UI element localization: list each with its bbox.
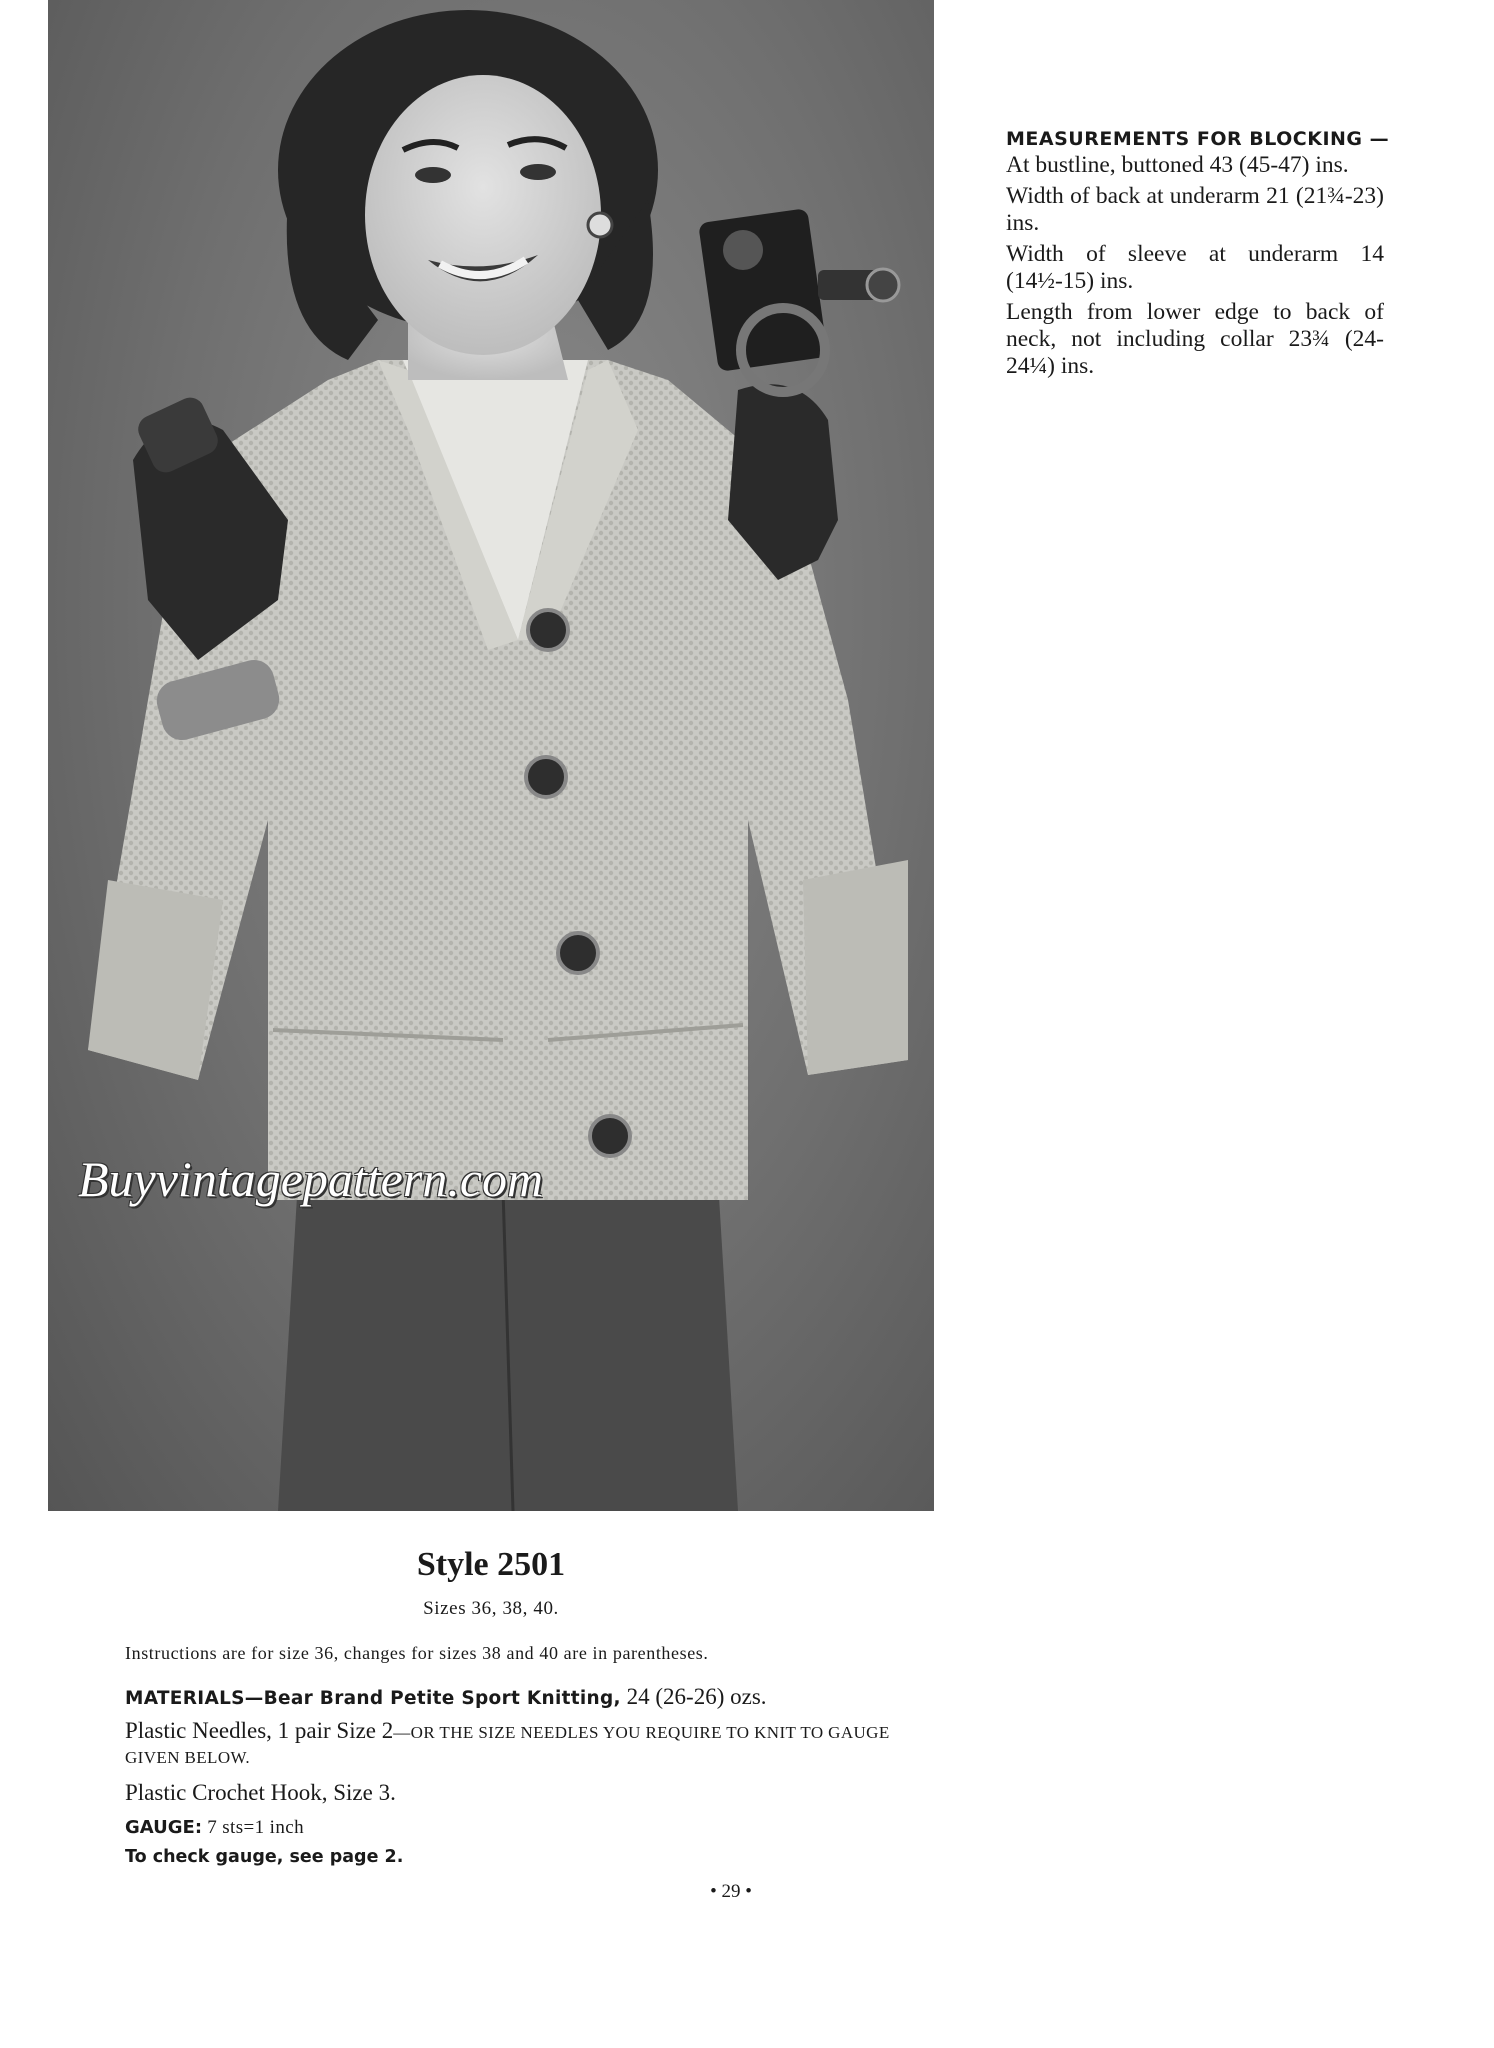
measurement-length: Length from lower edge to back of neck, not including collar 23¾ (24-24¼) ins. <box>1006 299 1384 379</box>
check-gauge-note: To check gauge, see page 2. <box>125 1847 404 1867</box>
materials-label: MATERIALS—Bear Brand Petite Sport Knitting, <box>125 1688 621 1709</box>
instructions-note: Instructions are for size 36, changes for sizes 38 and 40 are in parentheses. <box>125 1643 709 1663</box>
measurement-bustline: At bustline, buttoned 43 (45-47) ins. <box>1006 152 1349 178</box>
style-title: Style 2501 <box>416 1546 566 1583</box>
measurement-back-width: Width of back at underarm 21 (21¾-23) ins. <box>1006 183 1384 236</box>
gauge-line <box>125 1817 304 1839</box>
watermark-text: Buyvintagepattern.com <box>78 1151 544 1207</box>
measurement-sleeve-width: Width of sleeve at underarm 14 (14½-15) ins. <box>1006 241 1384 294</box>
page-number: • 29 • <box>710 1881 752 1902</box>
needles-line <box>125 1718 895 1770</box>
measurements-heading: MEASUREMENTS FOR BLOCKING — <box>1006 128 1390 150</box>
gauge-value: 7 sts=1 inch <box>202 1817 304 1838</box>
sizes-line: Sizes 36, 38, 40. <box>423 1598 559 1619</box>
materials-line <box>125 1684 767 1710</box>
materials-value: 24 (26-26) ozs. <box>620 1684 767 1709</box>
fashion-photograph <box>48 0 934 1511</box>
measurements-block <box>1006 128 1390 384</box>
needles-text: Plastic Needles, 1 pair Size 2 <box>125 1718 394 1743</box>
needles-gauge-note: —OR THE SIZE NEEDLES YOU REQUIRE TO KNIT TO GAUGE GIVEN BELOW. <box>125 1723 890 1767</box>
gauge-label: GAUGE: <box>125 1817 203 1838</box>
photograph-illustration <box>48 0 934 1511</box>
crochet-hook-line: Plastic Crochet Hook, Size 3. <box>125 1780 396 1805</box>
